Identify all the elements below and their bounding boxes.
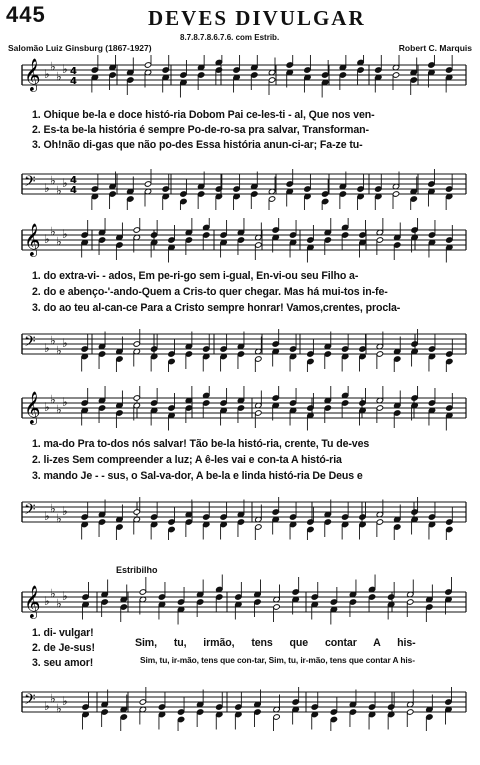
svg-text:𝄢: 𝄢	[24, 173, 36, 194]
svg-text:♭: ♭	[44, 509, 50, 523]
svg-text:𝄞: 𝄞	[24, 391, 41, 424]
svg-text:𝄞: 𝄞	[24, 223, 41, 256]
svg-text:♭: ♭	[44, 400, 50, 414]
svg-text:♭: ♭	[56, 402, 62, 417]
svg-text:♭: ♭	[62, 176, 68, 190]
refrain-label: Estribilho	[116, 565, 158, 575]
system-2-verse-2: 2. do e abenço-'-ando-Quem a Cris-to quer chegar. Mas há mui-tos in-fe-	[32, 286, 388, 298]
system-4-bass-staff	[0, 676, 480, 731]
system-3-bass-staff	[0, 490, 480, 540]
svg-text:♭: ♭	[44, 232, 50, 246]
svg-text:♭: ♭	[44, 67, 50, 81]
system-1-bass-staff	[0, 160, 480, 210]
svg-text:♭: ♭	[62, 62, 68, 76]
system-3-verse-2: 2. li-zes Sem compreender a luz; A ê-les vai e con-ta A histó-ria	[32, 454, 342, 466]
svg-text:♭: ♭	[62, 336, 68, 350]
svg-text:♭: ♭	[44, 181, 50, 195]
svg-text:♭: ♭	[62, 589, 68, 603]
lyricist-credit: Salomão Luiz Ginsburg (1867-1927)	[8, 43, 152, 53]
svg-text:♭: ♭	[56, 511, 62, 526]
svg-text:♭: ♭	[56, 183, 62, 198]
svg-text:♭: ♭	[62, 504, 68, 518]
system-4-verse-3: 3. seu amor!	[32, 657, 94, 669]
hymn-title: DEVES DIVULGAR	[148, 6, 366, 30]
svg-text:♭: ♭	[50, 59, 56, 74]
system-2-bass-staff	[0, 322, 480, 372]
svg-text:𝄞: 𝄞	[24, 58, 41, 91]
system-3-verse-3: 3. mando Je - - sus, o Sal-va-dor, A be-la e linda histó-ria De Deus e	[32, 470, 363, 482]
svg-text:♭: ♭	[50, 392, 56, 407]
svg-text:4: 4	[70, 66, 77, 77]
svg-text:♭: ♭	[50, 501, 56, 516]
system-4-treble-staff	[0, 574, 480, 626]
svg-text:𝄞: 𝄞	[24, 585, 41, 618]
svg-text:𝄢: 𝄢	[24, 333, 36, 354]
refrain-line-2: Sim, tu, ir-mão, tens que con-tar, Sim, tu, ir-mão, tens que contar A his-	[140, 655, 415, 665]
svg-text:♭: ♭	[56, 234, 62, 249]
refrain-line-1: Sim, tu, irmão, tens que contar A his-	[135, 637, 416, 649]
svg-text:♭: ♭	[50, 173, 56, 188]
svg-text:♭: ♭	[56, 69, 62, 84]
svg-text:♭: ♭	[44, 594, 50, 608]
svg-text:♭: ♭	[56, 596, 62, 611]
system-1-verse-3: 3. Oh!não di-gas que não po-des Essa história anun-ci-ar; Fa-ze tu-	[32, 139, 363, 151]
composer-credit: Robert C. Marquis	[398, 43, 472, 53]
svg-text:♭: ♭	[50, 224, 56, 239]
system-2-treble-staff	[0, 218, 480, 268]
system-4-verse-1: 1. di- vulgar!	[32, 627, 94, 639]
svg-text:♭: ♭	[50, 586, 56, 601]
meter-line: 8.7.8.7.8.6.7.6. com Estrib.	[180, 33, 280, 42]
system-3-verse-1: 1. ma-do Pra to-dos nós salvar! Tão be-la histó-ria, crente, Tu de-ves	[32, 438, 370, 450]
svg-text:♭: ♭	[62, 395, 68, 409]
system-1-verse-1: 1. Ohique be-la e doce histó-ria Dobom Pai ce-les-ti - al, Que nos ven-	[32, 109, 375, 121]
svg-text:♭: ♭	[44, 699, 50, 713]
system-4-verse-2: 2. de Je-sus!	[32, 642, 95, 654]
system-1-treble-staff	[0, 55, 480, 115]
svg-text:𝄢: 𝄢	[24, 691, 36, 712]
system-1-verse-2: 2. Es-ta be-la história é sempre Po-de-ro-sa pra salvar, Transforman-	[32, 124, 369, 136]
hymn-number: 445	[6, 2, 46, 27]
svg-text:4: 4	[70, 175, 77, 186]
svg-text:♭: ♭	[50, 333, 56, 348]
svg-text:𝄢: 𝄢	[24, 501, 36, 522]
svg-text:♭: ♭	[44, 341, 50, 355]
system-2-verse-1: 1. do extra-vi- - ados, Em pe-ri-go sem i-gual, En-vi-ou seu Filho a-	[32, 270, 359, 282]
svg-text:♭: ♭	[62, 227, 68, 241]
svg-text:♭: ♭	[56, 343, 62, 358]
system-2-verse-3: 3. do ao teu al-can-ce Para a Cristo sempre honrar! Vamos,crentes, procla-	[32, 302, 401, 314]
svg-text:4: 4	[70, 76, 77, 87]
svg-text:4: 4	[70, 185, 77, 196]
svg-text:♭: ♭	[62, 694, 68, 708]
svg-text:♭: ♭	[50, 691, 56, 706]
svg-text:♭: ♭	[56, 701, 62, 716]
system-3-treble-staff	[0, 386, 480, 436]
